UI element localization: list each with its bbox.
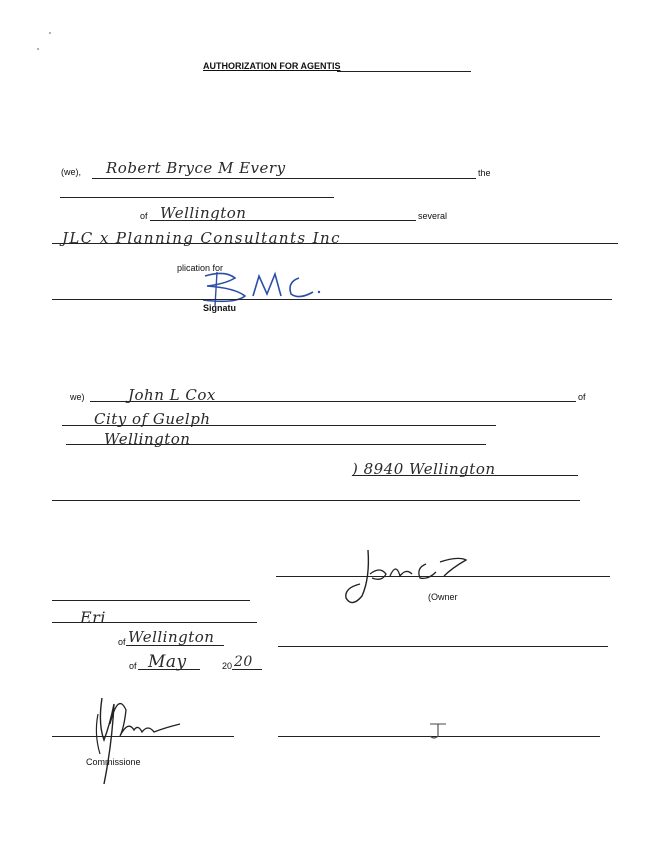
- owner-signature: [340, 548, 480, 608]
- commissioner-signature: [84, 684, 204, 794]
- commissioner-label: Commissione: [86, 757, 141, 767]
- agent-owner-name: Robert Bryce M Every: [106, 159, 286, 177]
- document-title: AUTHORIZATION FOR AGENTIS: [203, 61, 341, 71]
- county-line: [66, 444, 486, 445]
- blue-signature: [195, 268, 355, 308]
- scan-speck: [37, 48, 39, 50]
- of-label-4: of: [129, 661, 137, 671]
- year-line: [232, 669, 262, 670]
- city-written: City of Guelph: [94, 410, 211, 428]
- of-label: of: [140, 211, 148, 221]
- the-label: the: [478, 168, 491, 178]
- address-line: [352, 475, 578, 476]
- title-underline: [337, 71, 471, 72]
- county-written: Wellington: [104, 430, 191, 448]
- of-label-3: of: [118, 637, 126, 647]
- commission-place-line: [126, 645, 224, 646]
- owner-name-line: [90, 401, 576, 402]
- faint-mark: [420, 720, 480, 740]
- right-blank-line: [278, 646, 608, 647]
- year-prefix: 20: [222, 661, 233, 671]
- of-label-2: of: [578, 392, 586, 402]
- declared-before-line: [52, 622, 257, 623]
- commission-place-written: Wellington: [128, 628, 215, 646]
- agent-line: [52, 243, 618, 244]
- owner-signature-line: [276, 576, 610, 577]
- application-label: plication for: [177, 263, 224, 273]
- city-line: [62, 425, 496, 426]
- municipality-line: [150, 220, 416, 221]
- commissioner-line: [52, 736, 234, 737]
- year-written: 20: [234, 654, 253, 670]
- owner-name-written: John L Cox: [128, 386, 216, 404]
- we-label-2: we): [70, 392, 85, 402]
- name-line: [92, 178, 476, 179]
- declared-line: [52, 600, 250, 601]
- signature-label: Signatu: [203, 303, 236, 313]
- scan-speck: [49, 32, 51, 34]
- blank-line: [60, 197, 334, 198]
- property-address-written: ) 8940 Wellington: [352, 460, 496, 478]
- municipality-written: Wellington: [160, 204, 247, 222]
- blank-line-2: [52, 500, 580, 501]
- month-line: [138, 669, 200, 670]
- month-written: May: [148, 652, 187, 672]
- owner-label: (Owner: [428, 592, 458, 602]
- application-line: [52, 299, 612, 300]
- declared-initial-written: Eri: [80, 608, 106, 627]
- several-label: several: [418, 211, 448, 221]
- we-label: (we),: [61, 167, 81, 177]
- agent-company-written: JLC x Planning Consultants Inc: [62, 229, 341, 247]
